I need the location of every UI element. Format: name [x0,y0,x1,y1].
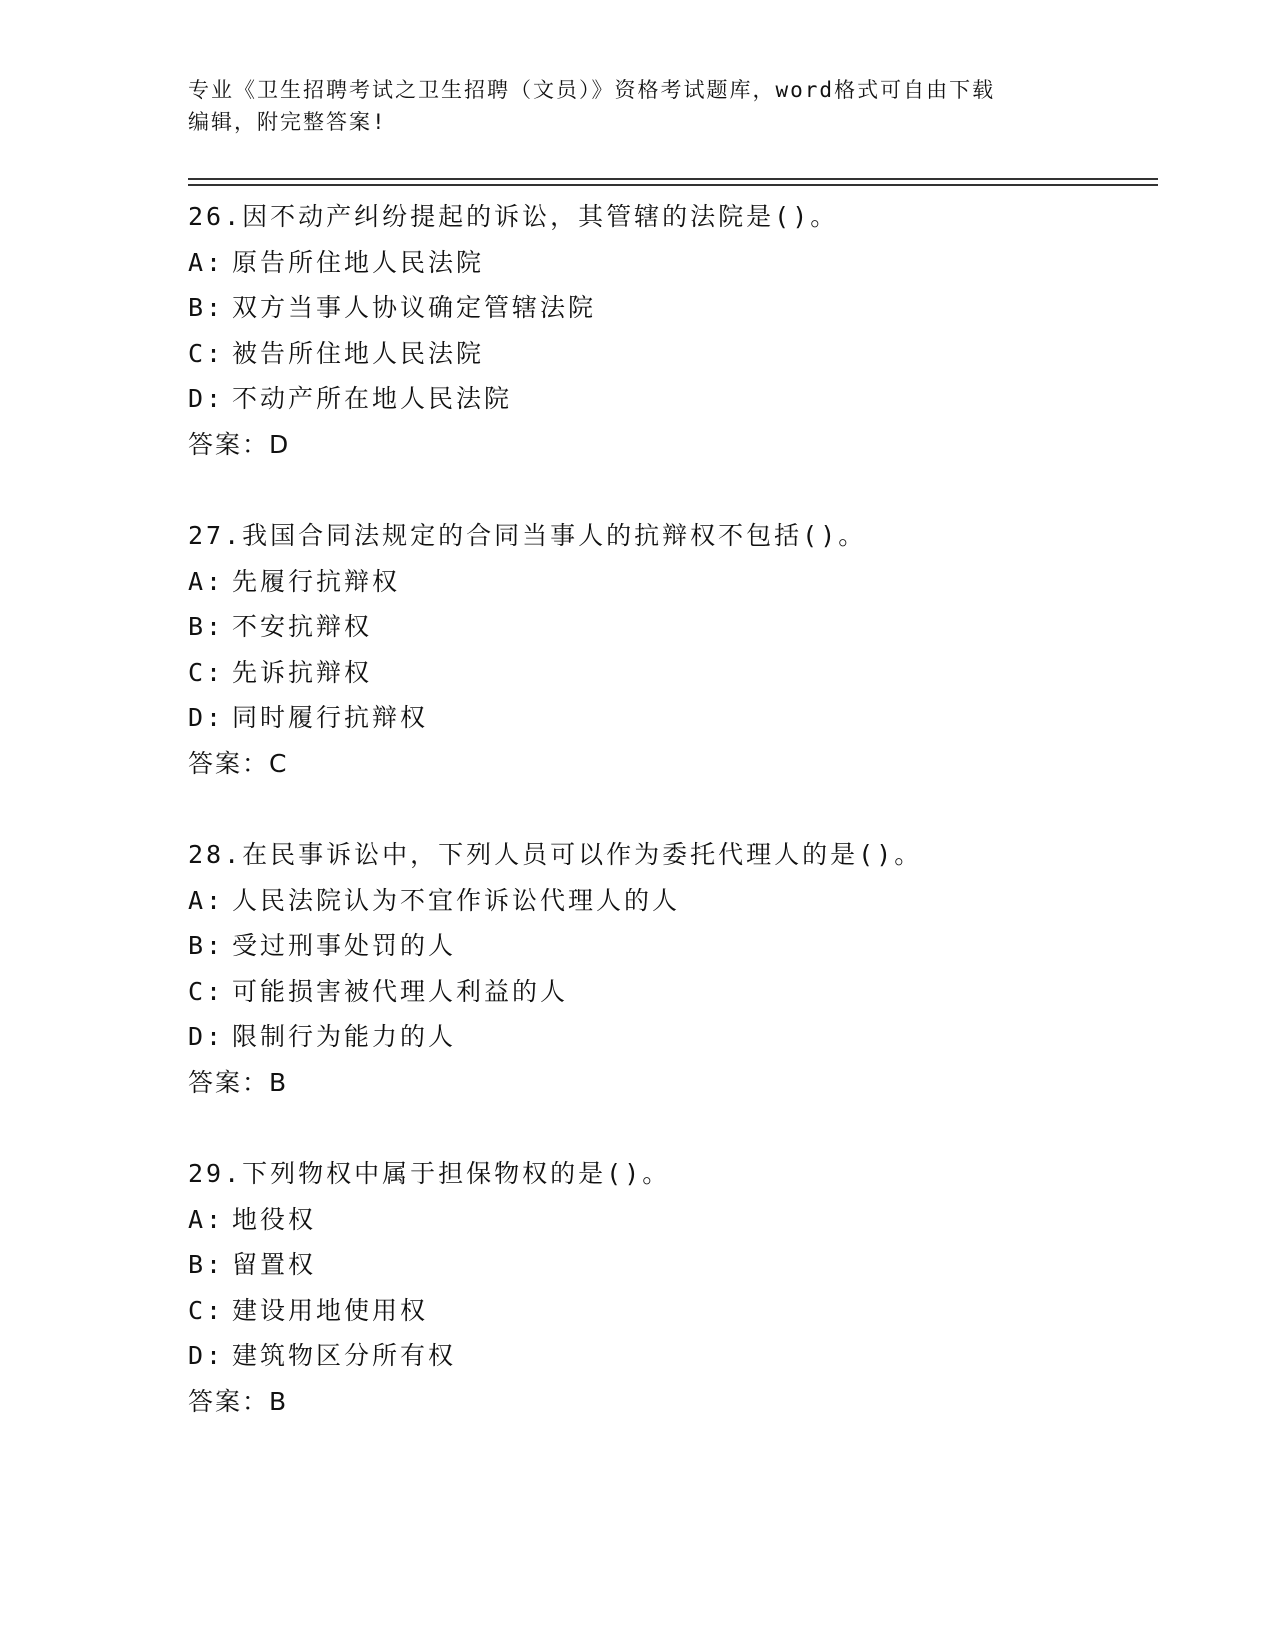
option-d [188,376,1168,422]
option-letter: B: [188,931,225,960]
option-letter: A: [188,247,225,277]
option-a [188,1197,1168,1243]
option-letter: D: [188,1341,225,1370]
option-letter: A: [188,1204,225,1234]
option-letter: D: [188,384,225,413]
question-stem: 27.我国合同法规定的合同当事人的抗辩权不包括()。 [188,521,867,550]
header-line-2: 编辑，附完整答案! [188,110,387,134]
option-text: 受过刑事处罚的人 [232,931,457,960]
option-d [188,1014,1168,1060]
option-text: 同时履行抗辩权 [232,703,429,732]
option-a [188,878,1168,924]
option-c [188,650,1168,696]
header-line-1: 专业《卫生招聘考试之卫生招聘（文员）》资格考试题库，word格式可自由下载 [188,78,996,102]
option-letter: B: [188,612,225,641]
question-stem: 26.因不动产纠纷提起的诉讼，其管辖的法院是()。 [188,202,839,231]
option-text: 可能损害被代理人利益的人 [232,976,569,1006]
option-letter: D: [188,1022,225,1051]
option-letter: B: [188,293,225,322]
option-text: 先诉抗辩权 [232,657,373,687]
option-c [188,331,1168,377]
option-text: 留置权 [232,1250,317,1279]
option-text: 建设用地使用权 [232,1295,429,1325]
option-text: 被告所住地人民法院 [232,338,485,368]
answer-line: 答案：D [188,429,291,459]
option-text: 不安抗辩权 [232,612,373,641]
question-26 [188,194,1168,467]
option-text: 人民法院认为不宜作诉讼代理人的人 [232,885,681,915]
option-d [188,695,1168,741]
option-letter: D: [188,703,225,732]
question-stem: 29.下列物权中属于担保物权的是()。 [188,1159,671,1188]
question-27 [188,513,1168,786]
option-b [188,1242,1168,1288]
option-text: 双方当事人协议确定管辖法院 [232,293,597,322]
question-29 [188,1151,1168,1424]
option-letter: C: [188,338,225,368]
option-d [188,1333,1168,1379]
option-text: 限制行为能力的人 [232,1022,457,1051]
option-text: 地役权 [232,1204,317,1234]
answer-line: 答案：B [188,1386,289,1416]
option-letter: A: [188,566,225,596]
document-header [188,74,1088,138]
option-a [188,559,1168,605]
option-c [188,969,1168,1015]
option-b [188,604,1168,650]
option-letter: C: [188,1295,225,1325]
option-letter: C: [188,976,225,1006]
option-c [188,1288,1168,1334]
option-text: 建筑物区分所有权 [232,1341,457,1370]
option-b [188,285,1168,331]
question-stem: 28.在民事诉讼中，下列人员可以作为委托代理人的是()。 [188,840,923,869]
option-letter: A: [188,885,225,915]
option-a [188,240,1168,286]
option-text: 不动产所在地人民法院 [232,384,513,413]
header-divider-bottom [188,184,1158,186]
answer-line: 答案：C [188,748,289,778]
header-divider-top [188,178,1158,180]
option-b [188,923,1168,969]
question-28 [188,832,1168,1105]
option-text: 先履行抗辩权 [232,566,401,596]
option-letter: C: [188,657,225,687]
answer-line: 答案：B [188,1067,289,1097]
option-text: 原告所住地人民法院 [232,247,485,277]
option-letter: B: [188,1250,225,1279]
